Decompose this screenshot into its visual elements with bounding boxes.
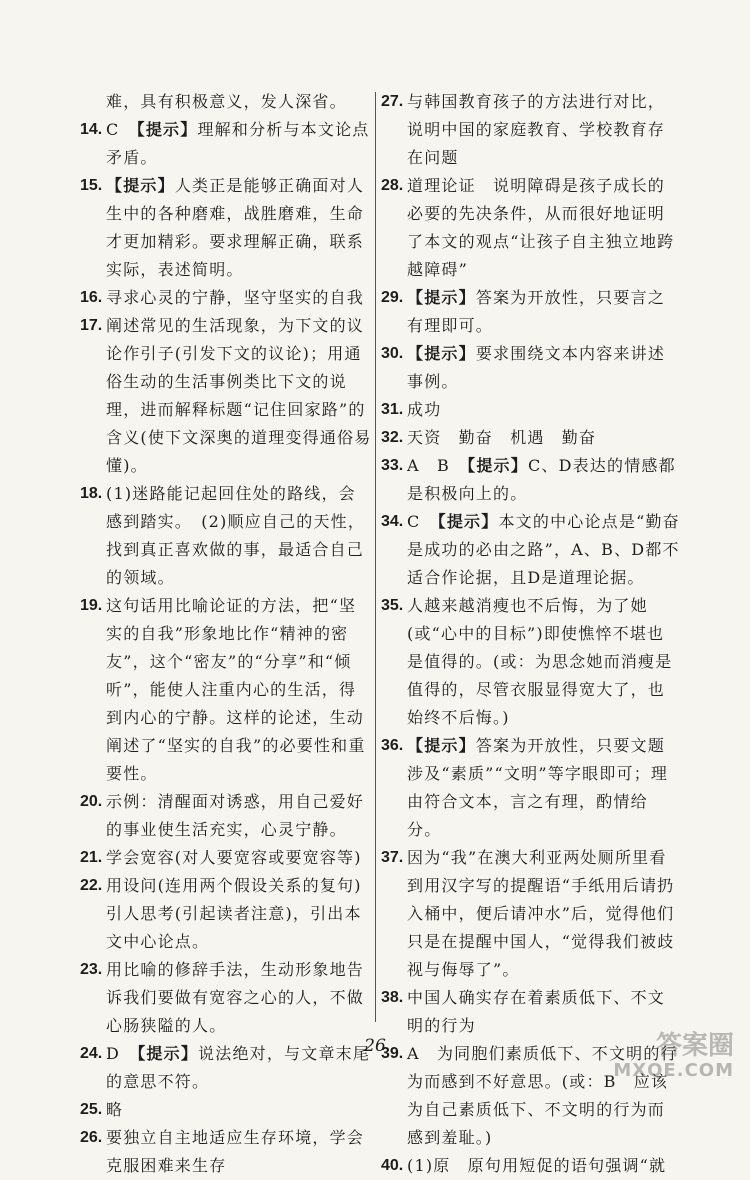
answer-item — [80, 480, 372, 592]
answer-text: 说法绝对，与文章末尾的意思不符。 — [106, 1044, 371, 1091]
answer-item — [381, 844, 681, 984]
answer-text: 示例：清醒面对诱惑，用自己爱好的事业使生活充实，心灵宁静。 — [106, 792, 365, 839]
answer-item — [381, 88, 681, 172]
question-number: 27. — [381, 93, 404, 110]
question-number: 36. — [381, 737, 404, 754]
answer-text: A 为同胞们素质低下、不文明的行为而感到不好意思。(或：B 应该为自己素质低下、不文明的行为而感到羞耻。) — [407, 1044, 678, 1147]
answer-item — [80, 956, 372, 1040]
answer-text: 中国人确实存在着素质低下、不文明的行为 — [407, 988, 666, 1035]
answer-text: 用设问(连用两个假设关系的复句)引人思考(引起读者注意)，引出本文中心论点。 — [106, 876, 362, 951]
question-number: 33. — [381, 457, 404, 474]
hint-label: 【提示】 — [106, 176, 175, 195]
question-number: 18. — [80, 485, 103, 502]
answer-item — [80, 116, 372, 172]
answer-text: 人越来越消瘦也不后悔，为了她(或“心中的目标”)即使憔悴不堪也是值得的。(或：为思念她而消瘦是值得的，尽管衣服显得宽大了，也始终不后悔。) — [407, 596, 673, 727]
question-number: 14. — [80, 121, 103, 138]
answer-text: A B — [407, 456, 468, 475]
question-number: 20. — [80, 793, 103, 810]
answer-text: 寻求心灵的宁静，坚守坚实的自我 — [106, 288, 365, 307]
question-number: 26. — [80, 1129, 103, 1146]
watermark — [613, 1032, 734, 1081]
question-number: 25. — [80, 1101, 103, 1118]
question-number: 28. — [381, 177, 404, 194]
answer-text: 与韩国教育孩子的方法进行对比，说明中国的家庭教育、学校教育存在问题 — [407, 92, 666, 167]
answer-text: 略 — [106, 1100, 124, 1119]
column-divider — [375, 92, 376, 1022]
question-number: 37. — [381, 849, 404, 866]
question-number: 39. — [381, 1045, 404, 1062]
left-column — [80, 88, 372, 1180]
answer-item — [80, 312, 372, 480]
answer-item — [381, 396, 681, 424]
hint-label: 【提示】 — [136, 120, 198, 139]
answer-text: (1)原 原句用短促的语句强调“就 — [407, 1156, 667, 1175]
answer-text: 道理论证 说明障碍是孩子成长的必要的先决条件，从而很好地证明了本文的观点“让孩子自主独立地跨越障碍” — [407, 176, 675, 279]
answer-text: 天资 勤奋 机遇 勤奋 — [407, 428, 597, 447]
hint-label: 【提示】 — [407, 288, 476, 307]
question-number: 16. — [80, 289, 103, 306]
answer-text: 成功 — [407, 400, 442, 419]
answer-item — [381, 424, 681, 452]
answer-item — [381, 592, 681, 732]
question-number: 22. — [80, 877, 103, 894]
question-number: 30. — [381, 345, 404, 362]
answer-text: C — [407, 512, 438, 531]
question-number: 32. — [381, 429, 404, 446]
answer-text: 用比喻的修辞手法，生动形象地告诉我们要做有宽容之心的人，不做心肠狭隘的人。 — [106, 960, 365, 1035]
answer-text: 答案为开放性，只要言之有理即可。 — [407, 288, 666, 335]
question-number: 35. — [381, 597, 404, 614]
question-number: 38. — [381, 989, 404, 1006]
hint-label: 【提示】 — [467, 456, 528, 475]
hint-label: 【提示】 — [137, 1044, 199, 1063]
question-number: 34. — [381, 513, 404, 530]
question-number: 15. — [80, 177, 103, 194]
page-number: 26 — [364, 1036, 386, 1056]
answer-item — [381, 1152, 681, 1180]
answer-text: 因为“我”在澳大利亚两处厕所里看到用汉字写的提醒语“手纸用后请扔入桶中，便后请冲水”后，觉得他们只是在提醒中国人，“觉得我们被歧视与侮辱了”。 — [407, 848, 675, 979]
question-number: 21. — [80, 849, 103, 866]
question-number: 19. — [80, 597, 103, 614]
watermark-logo: 答案圈 — [655, 1031, 734, 1061]
answer-item — [381, 452, 681, 508]
question-number: 40. — [381, 1157, 404, 1174]
answer-text: (1)迷路能记起回住处的路线，会感到踏实。 (2)顺应自己的天性，找到真正喜欢做的事，最适合自己的领域。 — [106, 484, 366, 587]
answer-item — [80, 284, 372, 312]
answer-item — [80, 872, 372, 956]
answer-text: 这句话用比喻论证的方法，把“坚实的自我”形象地比作“精神的密友”，这个“密友”的“分享”和“倾听”，能使人注重内心的生活，得到内心的宁静。这样的论述，生动阐述了“坚实的自我”的必要性和重要性。 — [106, 596, 366, 783]
right-column — [381, 88, 681, 1180]
answer-text: C — [106, 120, 137, 139]
answer-text: 难，具有积极意义，发人深省。 — [106, 92, 347, 111]
answer-text: 理解和分析与本文论点矛盾。 — [106, 120, 370, 167]
answer-text: 要独立自主地适应生存环境，学会克服困难来生存 — [106, 1128, 365, 1175]
answer-item — [80, 844, 372, 872]
watermark-url: MXQE.COM — [613, 1060, 734, 1081]
question-number: 24. — [80, 1045, 103, 1062]
question-number: 29. — [381, 289, 404, 306]
answer-item — [381, 732, 681, 844]
answer-text: 答案为开放性，只要文题涉及“素质”“文明”等字眼即可；理由符合文本，言之有理，酌情给分。 — [407, 736, 669, 839]
answer-item — [381, 340, 681, 396]
answer-item — [80, 1096, 372, 1124]
answer-text: C、D表达的情感都是积极向上的。 — [407, 456, 676, 503]
answer-item — [381, 172, 681, 284]
answer-text: 本文的中心论点是“勤奋是成功的必由之路”，A、B、D都不适合作论据，且D是道理论据。 — [407, 512, 680, 587]
answer-text: 学会宽容(对人要宽容或要宽容等) — [106, 848, 362, 867]
answer-item — [381, 508, 681, 592]
answer-text: 人类正是能够正确面对人生中的各种磨难，战胜磨难，生命才更加精彩。要求理解正确，联系实际，表述简明。 — [106, 176, 365, 279]
hint-label: 【提示】 — [437, 512, 499, 531]
hint-label: 【提示】 — [407, 736, 476, 755]
hint-label: 【提示】 — [407, 344, 476, 363]
answer-item — [80, 592, 372, 788]
answer-item — [381, 284, 681, 340]
question-number: 17. — [80, 317, 103, 334]
question-number: 23. — [80, 961, 103, 978]
answer-text: D — [106, 1044, 138, 1063]
answer-text: 阐述常见的生活现象，为下文的议论作引子(引发下文的议论)；用通俗生动的生活事例类比下文的说理，进而解释标题“记住回家路”的含义(使下文深奥的道理变得通俗易懂)。 — [106, 316, 372, 475]
answer-item — [80, 88, 372, 116]
answer-text: 要求围绕文本内容来讲述事例。 — [407, 344, 666, 391]
question-number: 31. — [381, 401, 404, 418]
answer-item — [80, 172, 372, 284]
answer-item — [80, 1124, 372, 1180]
answer-item — [80, 788, 372, 844]
